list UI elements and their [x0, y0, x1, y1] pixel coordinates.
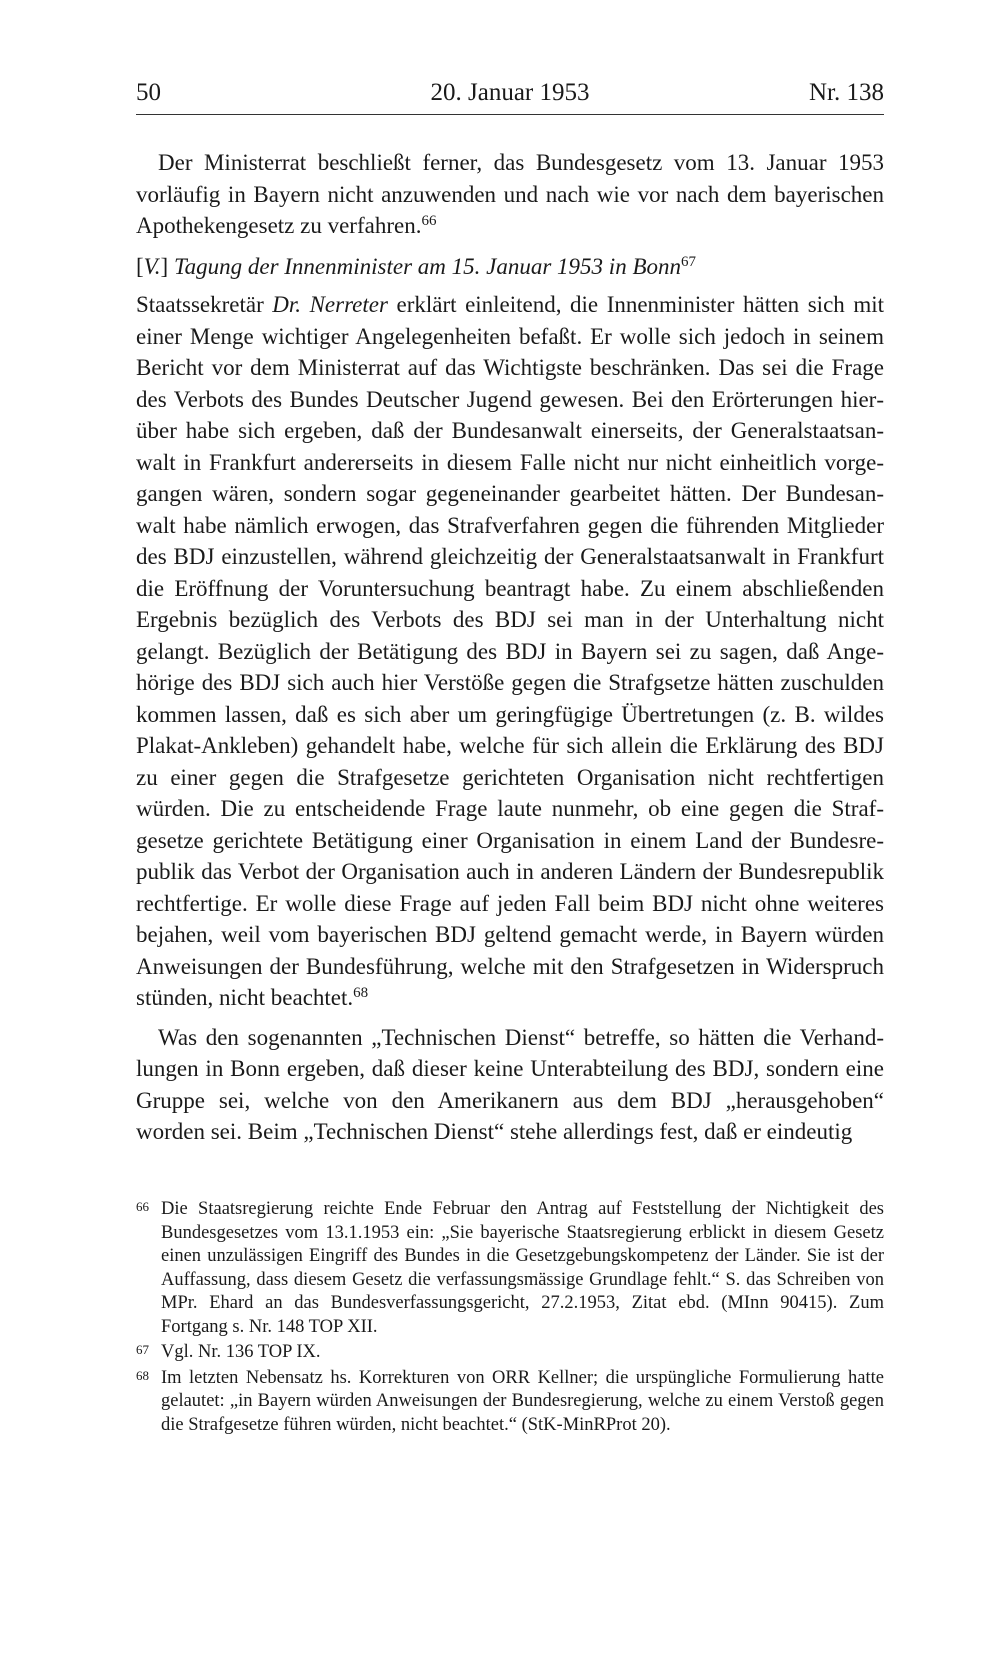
heading-bracket-open: [ [136, 253, 144, 279]
paragraph-lead: Staatssekretär [136, 292, 273, 317]
footnotes [136, 1198, 884, 1439]
paragraph-decision [136, 147, 884, 242]
running-header [136, 78, 884, 115]
footnote-68 [136, 1367, 884, 1438]
footnote-number: 66 [136, 1199, 149, 1214]
paragraph-technischer-dienst [136, 1022, 884, 1148]
footnote-number: 67 [136, 1342, 149, 1357]
document-number: Nr. 138 [809, 79, 884, 106]
footnote-ref[interactable]: 68 [353, 985, 369, 1001]
footnote-ref[interactable]: 67 [681, 253, 696, 270]
paragraph-text: erklärt einleitend, die Innenminister hätten sich mit einer Menge wichtiger Angelegenheiten befaßt. Er wolle sich jedoch in seinem Bericht vor dem Ministerrat auf das Wichtigste beschränken. Das sei die Frage des Verbots des Bundes Deutscher Jugend gewesen. Bei den Erörterungen hierüber habe sich ergeben, daß der Bundesanwalt einerseits, der Generalstaatsanwalt in Frankfurt andererseits in diesem Falle nicht nur nicht einheitlich vorgegangen wären, sondern sogar gegeneinander gearbeitet hätten. Der Bundesanwalt habe nämlich erwogen, das Strafverfahren gegen die führenden Mitglieder des BDJ einzustellen, während gleichzeitig der Generalstaatsanwalt in Frankfurt die Eröffnung der Voruntersuchung beantragt habe. Zu einem abschließenden Ergebnis bezüglich des Verbots des BDJ sei man in der Unterhaltung nicht gelangt. Bezüglich der Betätigung des BDJ in Bayern sei zu sagen, daß Angehörige des BDJ sich auch hier Verstöße gegen die Strafgsetze hätten zuschulden kommen lassen, daß es sich aber um geringfügige Übertretungen (z. B. wildes Plakat-Ankleben) gehandelt habe, welche für sich allein die Erklärung des BDJ zu einer gegen die Strafgesetze gerichteten Organisation nicht rechtfertigen würden. Die zu entscheidende Frage laute nunmehr, ob eine gegen die Strafgesetze gerichtete Betätigung einer Organisation in einem Land der Bundesrepublik das Verbot der Organisation auch in anderen Ländern der Bundesrepublik rechtfertige. Er wolle diese Frage auf jeden Fall beim BDJ nicht ohne weiteres bejahen, weil vom bayerischen BDJ geltend gemacht werde, in Bayern würden Anweisungen der Bundesführung, welche mit den Strafgesetzen in Widerspruch stünden, nicht beachtet. [136, 292, 884, 1010]
header-date: 20. Januar 1953 [430, 79, 590, 106]
footnote-67 [136, 1341, 884, 1365]
page-number: 50 [136, 79, 161, 106]
paragraph-text: Der Ministerrat beschließt ferner, das Bundesgesetz vom 13. Januar 1953 vorläufig in Bayern nicht anzuwenden und nach wie vor nach dem bayerischen Apothekengesetz zu verfahren. [136, 150, 884, 238]
paragraph-text: Was den sogenannten „Technischen Dienst“ betreffe, so hätten die Verhandlungen in Bonn ergeben, daß dieser keine Unterabteilung des BDJ, sondern eine Gruppe sei, welche von den Amerikanern aus dem BDJ „herausgehoben“ worden sei. Beim „Technischen Dienst“ stehe allerdings fest, daß er eindeutig [136, 1024, 884, 1144]
speaker-name: Dr. Nerreter [272, 292, 388, 317]
paragraph-report [136, 289, 884, 1014]
section-heading [136, 251, 884, 283]
heading-bracket-close: ] [160, 253, 169, 279]
footnote-ref[interactable]: 66 [421, 213, 437, 229]
footnote-text: Im letzten Nebensatz hs. Korrekturen von ORR Kellner; die urspüngliche Formulierung hatte gelautet: „in Bayern würden Anweisungen der Bundesregierung, welche zu einem Verstoß gegen die Strafgesetze führen würden, nicht beachtet.“ (StK-MinRProt 20). [161, 1367, 884, 1435]
heading-roman-numeral: V. [143, 253, 161, 279]
footnote-text: Vgl. Nr. 136 TOP IX. [161, 1342, 321, 1362]
heading-title: Tagung der Innenminister am 15. Januar 1953 in Bonn [173, 253, 681, 279]
main-text [136, 147, 884, 1148]
footnote-66 [136, 1198, 884, 1339]
footnote-number: 68 [136, 1367, 149, 1383]
footnote-text: Die Staatsregierung reichte Ende Februar den Antrag auf Feststellung der Nichtigkeit des Bundesgesetzes vom 13.1.1953 ein: „Sie bayerische Staatsregierung erblickt in diesem Gesetz einen unzulässigen Eingriff des Bundes in die Gesetzgebungskompetenz der Länder. Sie ist der Auffassung, dass diesem Gesetz die verfassungsmässige Grundlage fehlt.“ S. das Schreiben von MPr. Ehard an das Bundesverfassungsgericht, 27.2.1953, Zitat ebd. (MInn 90415). Zum Fortgang s. Nr. 148 TOP XII. [161, 1199, 884, 1337]
